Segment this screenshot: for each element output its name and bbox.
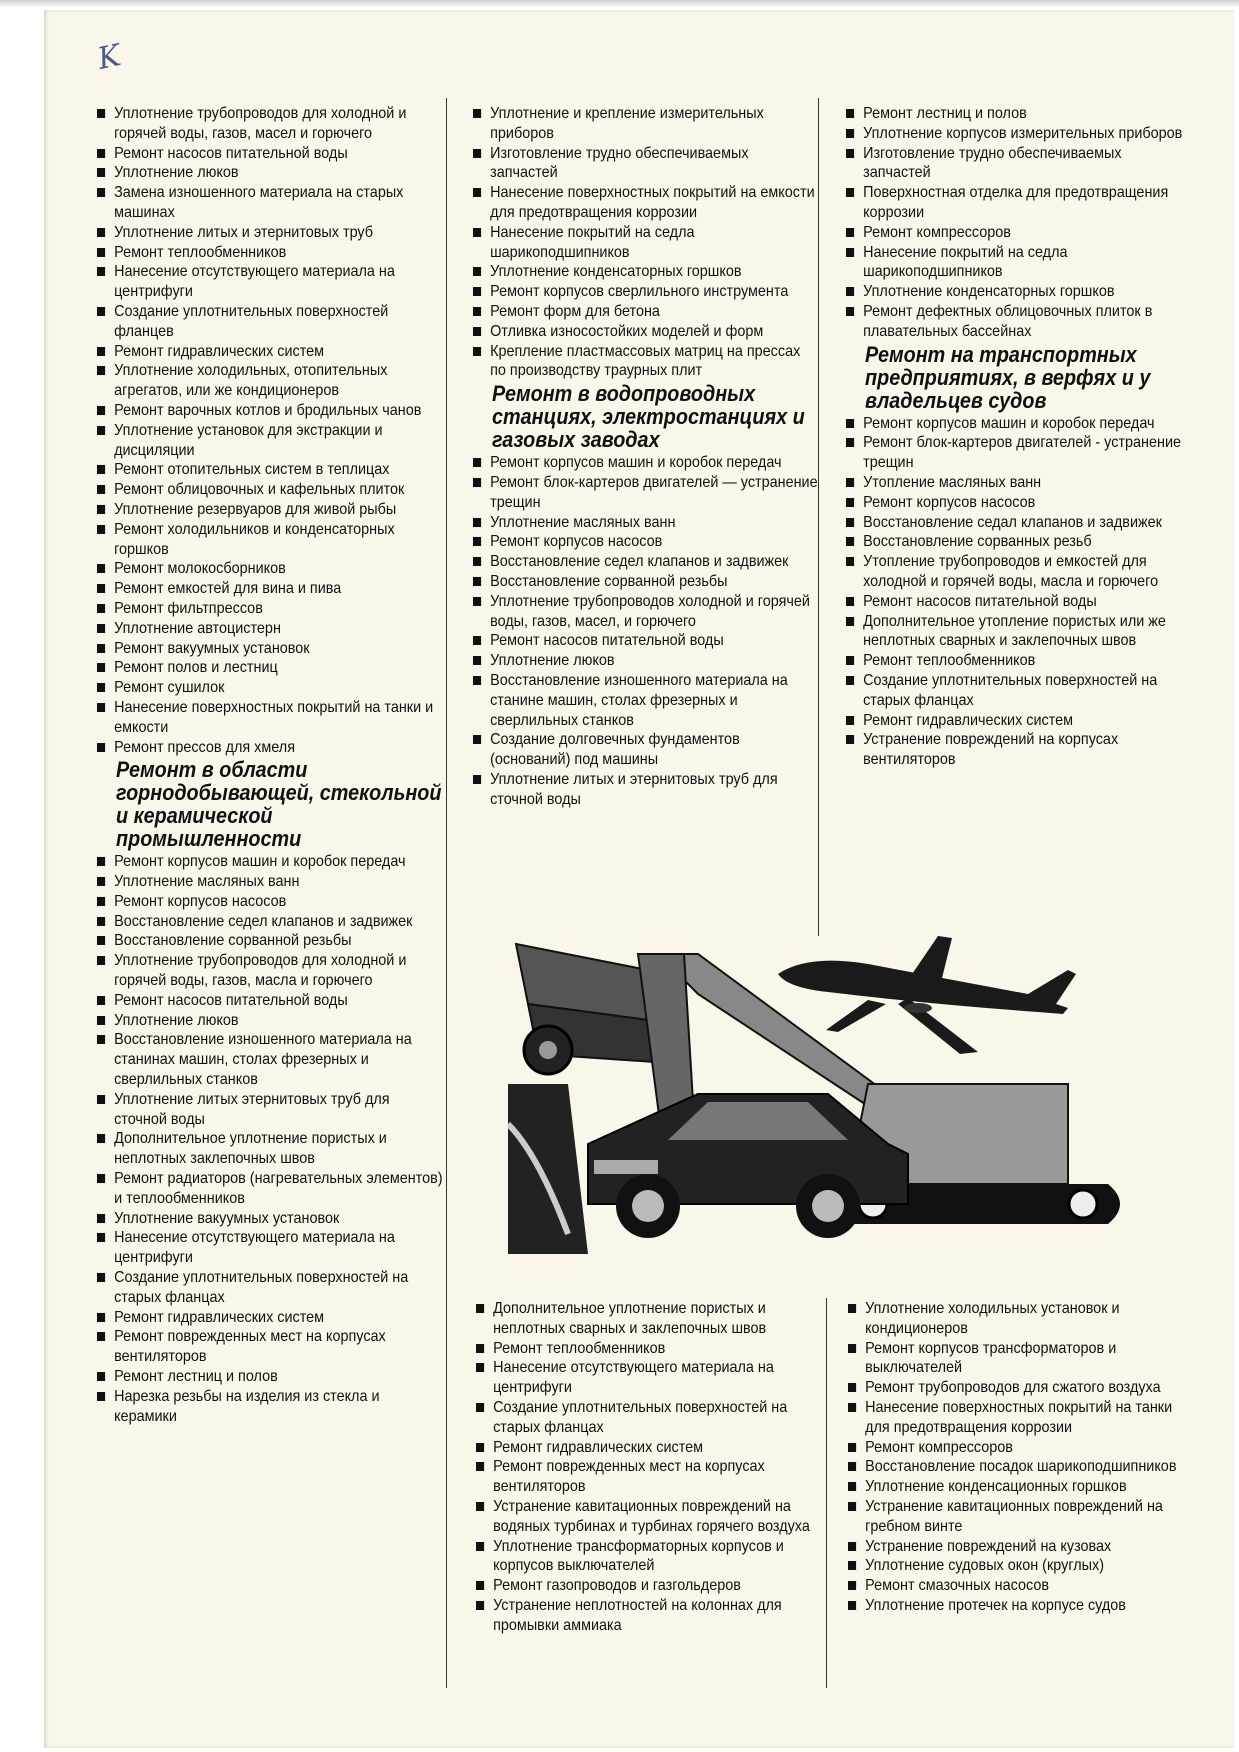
list-item: Уплотнение литых и этернитовых труб: [97, 223, 444, 243]
list-item: Уплотнение холодильных установок и кондиционеров: [848, 1299, 1195, 1339]
list-transport: [846, 414, 1181, 770]
column-3-lower: [848, 1299, 1178, 1616]
section-heading-transport: Ремонт на транспортных предприятиях, в верфях и у владельцев судов: [865, 341, 1151, 413]
list-item: Восстановление седел клапанов и задвижек: [97, 912, 444, 932]
list-item: Восстановление седал клапанов и задвижек: [846, 513, 1193, 533]
column-2-upper: [473, 104, 818, 810]
list-item: Ремонт теплообменников: [846, 651, 1193, 671]
list-item: Устранение неплотностей на колоннах для промывки аммиака: [476, 1596, 823, 1636]
section-heading-mining: Ремонт в области горнодобывающей, стекольной и керамической промышленности: [116, 757, 442, 852]
list-item: Замена изношенного материала на старых машинах: [97, 183, 444, 223]
list-item: Восстановление изношенного материала на станинах машин, столах фрезерных и сверлильных станков: [97, 1030, 444, 1089]
list-item: Ремонт сушилок: [97, 678, 444, 698]
list-item: Ремонт фильтпрессов: [97, 599, 444, 619]
list-item: Уплотнение холодильных, отопительных агрегатов, или же кондиционеров: [97, 361, 444, 401]
list-item: Поверхностная отделка для предотвращения коррозии: [846, 183, 1193, 223]
list-item: Ремонт корпусов машин и коробок передач: [473, 453, 820, 473]
list-item: Ремонт насосов питательной воды: [97, 144, 444, 164]
list-item: Восстановление посадок шарикоподшипников: [848, 1457, 1195, 1477]
list-item: Устранение кавитационных повреждений на водяных турбинах и турбинах горячего воздуха: [476, 1497, 823, 1537]
list-item: Ремонт емкостей для вина и пива: [97, 579, 444, 599]
list-item: Нанесение поверхностных покрытий на танки и емкости: [97, 698, 444, 738]
list-item: Нарезка резьбы на изделия из стекла и керамики: [97, 1387, 444, 1427]
vehicles-illustration: [508, 934, 1148, 1294]
list-item: Уплотнение люков: [97, 163, 444, 183]
list-item: Изготовление трудно обеспечиваемых запчастей: [846, 144, 1193, 184]
list-item: Ремонт поврежденных мест на корпусах вентиляторов: [97, 1327, 444, 1367]
list-item: Отливка износостойких моделей и форм: [473, 322, 820, 342]
list-item: Нанесение отсутствующего материала на центрифуги: [476, 1358, 823, 1398]
list-item: Создание уплотнительных поверхностей на старых фланцах: [97, 1268, 444, 1308]
list-item: Уплотнение конденсаторных горшков: [846, 282, 1193, 302]
list-item: Создание уплотнительных поверхностей на старых фланцах: [476, 1398, 823, 1438]
column-divider-left: [446, 98, 447, 1688]
list-item: Ремонт дефектных облицовочных плиток в плавательных бассейнах: [846, 302, 1193, 342]
list-item: Ремонт корпусов трансформаторов и выключателей: [848, 1339, 1195, 1379]
list-item: Уплотнение трансформаторных корпусов и корпусов выключателей: [476, 1537, 823, 1577]
list-item: Ремонт лестниц и полов: [846, 104, 1193, 124]
list-item: Ремонт полов и лестниц: [97, 658, 444, 678]
column-3-upper: [846, 104, 1183, 770]
list-item: Ремонт насосов питательной воды: [473, 631, 820, 651]
handwritten-corner-mark: K: [94, 38, 124, 77]
column-divider-right-lower: [826, 1298, 827, 1688]
list-item: Нанесение отсутствующего материала на центрифуги: [97, 262, 444, 302]
list-item: Создание долговечных фундаментов (оснований) под машины: [473, 730, 820, 770]
list-item: Уплотнение и крепление измерительных приборов: [473, 104, 820, 144]
list-item: Ремонт гидравлических систем: [97, 1308, 444, 1328]
list-item: Дополнительное уплотнение пористых и неплотных заклепочных швов: [97, 1129, 444, 1169]
list-item: Ремонт теплообменников: [476, 1339, 823, 1359]
list-item: Уплотнение литых этернитовых труб для сточной воды: [97, 1090, 444, 1130]
list-item: Уплотнение автоцистерн: [97, 619, 444, 639]
list-item: Уплотнение масляных ванн: [97, 872, 444, 892]
list-item: Ремонт компрессоров: [846, 223, 1193, 243]
list-item: Изготовление трудно обеспечиваемых запчастей: [473, 144, 820, 184]
list-item: Утопление трубопроводов и емкостей для холодной и горячей воды, масла и горючего: [846, 552, 1193, 592]
list-item: Ремонт насосов питательной воды: [846, 592, 1193, 612]
list-item: Ремонт корпусов машин и коробок передач: [846, 414, 1193, 434]
list-item: Восстановление сорванных резьб: [846, 532, 1193, 552]
column-2-lower: [476, 1299, 810, 1636]
list-item: Ремонт насосов питательной воды: [97, 991, 444, 1011]
list-item: Восстановление сорванной резьбы: [473, 572, 820, 592]
list-item: Ремонт газопроводов и газгольдеров: [476, 1576, 823, 1596]
list-item: Устранение повреждений на кузовах: [848, 1537, 1195, 1557]
list-item: Ремонт гидравлических систем: [846, 711, 1193, 731]
list-item: Ремонт холодильников и конденсаторных горшков: [97, 520, 444, 560]
list-item: Устранение кавитационных повреждений на гребном винте: [848, 1497, 1195, 1537]
list-food-industry: [97, 104, 434, 757]
list-item: Ремонт компрессоров: [848, 1438, 1195, 1458]
list-item: Создание уплотнительных поверхностей фланцев: [97, 302, 444, 342]
list-item: Уплотнение резервуаров для живой рыбы: [97, 500, 444, 520]
list-item: Уплотнение трубопроводов для холодной и горячей воды, газов, масла и горючего: [97, 951, 444, 991]
list-item: Ремонт гидравлических систем: [97, 342, 444, 362]
list-item: Ремонт корпусов насосов: [846, 493, 1193, 513]
list-item: Ремонт прессов для хмеля: [97, 738, 444, 758]
list-item: Ремонт блок-картеров двигателей — устранение трещин: [473, 473, 820, 513]
list-item: Уплотнение конденсаторных горшков: [473, 262, 820, 282]
list-item: Восстановление сорванной резьбы: [97, 931, 444, 951]
list-item: Ремонт вакуумных установок: [97, 639, 444, 659]
scan-edge-top: [0, 0, 1239, 8]
list-item: Нанесение покрытий на седла шарикоподшипников: [473, 223, 820, 263]
list-item: Нанесение поверхностных покрытий на емкости для предотвращения коррозии: [473, 183, 820, 223]
list-item: Уплотнение люков: [473, 651, 820, 671]
list-item: Создание уплотнительных поверхностей на старых фланцах: [846, 671, 1193, 711]
list-item: Уплотнение установок для экстракции и дисциляции: [97, 421, 444, 461]
list-item: Ремонт корпусов насосов: [97, 892, 444, 912]
section-heading-waterworks: Ремонт в водопроводных станциях, электростанциях и газовых заводах: [492, 381, 805, 453]
list-item: Уплотнение судовых окон (круглых): [848, 1556, 1195, 1576]
list-item: Крепление пластмассовых матриц на прессах по производству траурных плит: [473, 342, 820, 382]
list-item: Восстановление седел клапанов и задвижек: [473, 552, 820, 572]
list-item: Уплотнение масляных ванн: [473, 513, 820, 533]
list-item: Ремонт молокосборников: [97, 559, 444, 579]
list-item: Ремонт поврежденных мест на корпусах вентиляторов: [476, 1457, 823, 1497]
list-item: Нанесение покрытий на седла шарикоподшипников: [846, 243, 1193, 283]
list-mining-industry: [97, 852, 443, 1426]
list-item: Уплотнение конденсационных горшков: [848, 1477, 1195, 1497]
list-item: Устранение повреждений на корпусах вентиляторов: [846, 730, 1193, 770]
list-item: Ремонт теплообменников: [97, 243, 444, 263]
list-item: Утопление масляных ванн: [846, 473, 1193, 493]
list-item: Ремонт радиаторов (нагревательных элементов) и теплообменников: [97, 1169, 444, 1209]
list-item: Ремонт корпусов машин и коробок передач: [97, 852, 444, 872]
list-item: Ремонт корпусов сверлильного инструмента: [473, 282, 820, 302]
list-item: Восстановление изношенного материала на станине машин, столах фрезерных и сверлильных станков: [473, 671, 820, 730]
list-item: Ремонт корпусов насосов: [473, 532, 820, 552]
list-item: Нанесение отсутствующего материала на центрифуги: [97, 1228, 444, 1268]
list-item: Уплотнение вакуумных установок: [97, 1209, 444, 1229]
column-1: [97, 104, 443, 1426]
list-item: Уплотнение протечек на корпусе судов: [848, 1596, 1195, 1616]
list-transport-continued: [848, 1299, 1178, 1616]
list-item: Ремонт лестниц и полов: [97, 1367, 444, 1387]
list-item: Ремонт трубопроводов для сжатого воздуха: [848, 1378, 1195, 1398]
list-item: Дополнительное уплотнение пористых и неплотных сварных и заклепочных швов: [476, 1299, 823, 1339]
list-item: Ремонт варочных котлов и бродильных чанов: [97, 401, 444, 421]
list-misc-repair: [846, 104, 1183, 342]
list-waterworks-continued: [476, 1299, 810, 1636]
list-item: Уплотнение литых и этернитовых труб для сточной воды: [473, 770, 820, 810]
list-item: Уплотнение люков: [97, 1011, 444, 1031]
list-item: Ремонт блок-картеров двигателей - устранение трещин: [846, 433, 1193, 473]
list-item: Дополнительное утопление пористых или же неплотных сварных и заклепочных швов: [846, 612, 1193, 652]
list-item: Ремонт гидравлических систем: [476, 1438, 823, 1458]
list-item: Нанесение поверхностных покрытий на танки для предотвращения коррозии: [848, 1398, 1195, 1438]
airplane-image: [778, 936, 1076, 1054]
list-item: Ремонт облицовочных и кафельных плиток: [97, 480, 444, 500]
list-item: Уплотнение трубопроводов холодной и горячей воды, газов, масел, и горючего: [473, 592, 820, 632]
list-item: Ремонт смазочных насосов: [848, 1576, 1195, 1596]
list-item: Уплотнение трубопроводов для холодной и горячей воды, газов, масел и горючего: [97, 104, 444, 144]
list-waterworks: [473, 453, 818, 809]
list-item: Ремонт отопительных систем в теплицах: [97, 460, 444, 480]
list-general-repair: [473, 104, 815, 381]
list-item: Уплотнение корпусов измерительных приборов: [846, 124, 1193, 144]
list-item: Ремонт форм для бетона: [473, 302, 820, 322]
